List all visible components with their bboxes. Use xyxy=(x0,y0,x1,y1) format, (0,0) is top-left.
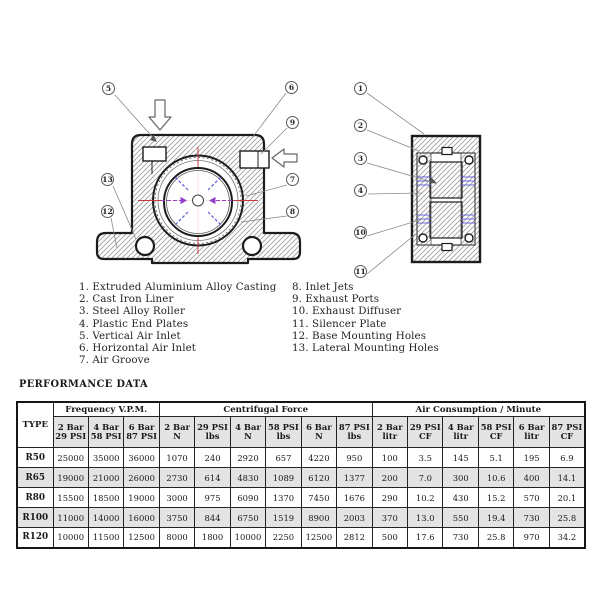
base-mounting-hole-right xyxy=(243,237,261,255)
callout-8: 8 xyxy=(286,205,299,218)
table-subheader: 4 Bar litr xyxy=(443,417,478,448)
table-cell: 10000 xyxy=(230,528,265,548)
table-cell: 6750 xyxy=(230,508,265,528)
table-subheader: 4 Bar 58 PSI xyxy=(88,417,123,448)
table-subheader: 6 Bar 87 PSI xyxy=(124,417,159,448)
table-cell: 614 xyxy=(195,468,230,488)
table-cell: 7.0 xyxy=(408,468,443,488)
table-cell: 6120 xyxy=(301,468,336,488)
table-cell: 975 xyxy=(195,488,230,508)
table-cell: 10.6 xyxy=(478,468,513,488)
table-cell: 730 xyxy=(514,508,549,528)
table-cell: 25000 xyxy=(53,448,88,468)
table-cell: 2250 xyxy=(266,528,301,548)
table-cell: 18500 xyxy=(88,488,123,508)
table-cell: 12500 xyxy=(124,528,159,548)
table-group-header: Air Consumption / Minute xyxy=(372,402,585,417)
table-cell: 34.2 xyxy=(549,528,585,548)
table-cell: 6090 xyxy=(230,488,265,508)
table-cell: 500 xyxy=(372,528,407,548)
parts-list-item: 4. Plastic End Plates xyxy=(79,317,189,330)
table-subheader: 29 PSI lbs xyxy=(195,417,230,448)
table-cell: 970 xyxy=(514,528,549,548)
table-cell: 7450 xyxy=(301,488,336,508)
table-cell: 12500 xyxy=(301,528,336,548)
callout-7: 7 xyxy=(286,173,299,186)
roller-section-lower xyxy=(430,202,462,238)
table-cell: 844 xyxy=(195,508,230,528)
table-cell: 100 xyxy=(372,448,407,468)
table-cell: 2812 xyxy=(337,528,372,548)
table-header-type: TYPE xyxy=(17,402,53,448)
table-subheader: 87 PSI CF xyxy=(549,417,585,448)
callout-6: 6 xyxy=(285,81,298,94)
table-cell: 5.1 xyxy=(478,448,513,468)
table-subheader: 2 Bar N xyxy=(159,417,194,448)
table-subheader: 58 PSI lbs xyxy=(266,417,301,448)
callout-10: 10 xyxy=(354,226,367,239)
parts-list-item: 12. Base Mounting Holes xyxy=(292,329,427,342)
table-cell: 3.5 xyxy=(408,448,443,468)
parts-list-item: 9. Exhaust Ports xyxy=(292,293,380,306)
table-cell: 430 xyxy=(443,488,478,508)
table-cell-type: R100 xyxy=(17,508,53,528)
parts-list-left xyxy=(79,281,276,366)
table-cell: 14.1 xyxy=(549,468,585,488)
table-row xyxy=(17,528,585,548)
table-subheader: 2 Bar 29 PSI xyxy=(53,417,88,448)
table-cell: 1089 xyxy=(266,468,301,488)
table-cell: 400 xyxy=(514,468,549,488)
table-row xyxy=(17,488,585,508)
table-cell: 19.4 xyxy=(478,508,513,528)
table-cell: 2730 xyxy=(159,468,194,488)
parts-list-item: 8. Inlet Jets xyxy=(292,281,354,293)
table-cell: 3750 xyxy=(159,508,194,528)
table-cell: 15.2 xyxy=(478,488,513,508)
table-subheader: 6 Bar N xyxy=(301,417,336,448)
table-cell: 240 xyxy=(195,448,230,468)
table-cell-type: R50 xyxy=(17,448,53,468)
callout-9: 9 xyxy=(286,116,299,129)
parts-list-item: 11. Silencer Plate xyxy=(292,317,387,330)
table-cell: 8900 xyxy=(301,508,336,528)
table-cell: 550 xyxy=(443,508,478,528)
front-view-diagram xyxy=(97,100,300,263)
table-cell: 16000 xyxy=(124,508,159,528)
table-cell: 1676 xyxy=(337,488,372,508)
table-cell-type: R80 xyxy=(17,488,53,508)
table-cell-type: R120 xyxy=(17,528,53,548)
callout-11: 11 xyxy=(354,265,367,278)
callout-4: 4 xyxy=(354,184,367,197)
table-cell: 19000 xyxy=(124,488,159,508)
table-cell: 35000 xyxy=(88,448,123,468)
table-cell: 657 xyxy=(266,448,301,468)
table-subheader: 2 Bar litr xyxy=(372,417,407,448)
table-cell: 370 xyxy=(372,508,407,528)
callout-5: 5 xyxy=(102,82,115,95)
table-group-header: Frequency V.P.M. xyxy=(53,402,159,417)
table-cell: 13.0 xyxy=(408,508,443,528)
end-plate-right xyxy=(461,153,475,245)
parts-list-item: 2. Cast Iron Liner xyxy=(79,293,174,306)
table-cell: 1377 xyxy=(337,468,372,488)
table-subheader: 58 PSI CF xyxy=(478,417,513,448)
table-cell: 1370 xyxy=(266,488,301,508)
table-cell: 145 xyxy=(443,448,478,468)
table-cell: 1519 xyxy=(266,508,301,528)
table-group-header: Centrifugal Force xyxy=(159,402,372,417)
callout-2: 2 xyxy=(354,119,367,132)
parts-list-item: 13. Lateral Mounting Holes xyxy=(292,342,439,355)
table-subheader: 87 PSI lbs xyxy=(337,417,372,448)
parts-list-item: 5. Vertical Air Inlet xyxy=(79,329,181,342)
table-cell: 25.8 xyxy=(478,528,513,548)
table-cell: 36000 xyxy=(124,448,159,468)
base-mounting-hole-left xyxy=(136,237,154,255)
table-cell-type: R65 xyxy=(17,468,53,488)
horizontal-air-inlet xyxy=(240,151,269,168)
table-cell: 300 xyxy=(443,468,478,488)
performance-table xyxy=(16,401,586,549)
table-subheader: 29 PSI CF xyxy=(408,417,443,448)
table-cell: 10.2 xyxy=(408,488,443,508)
table-cell: 570 xyxy=(514,488,549,508)
table-cell: 950 xyxy=(337,448,372,468)
roller-center-hole xyxy=(193,195,204,206)
parts-list-item: 1. Extruded Aluminium Alloy Casting xyxy=(79,281,277,293)
bottom-notch xyxy=(442,244,452,251)
table-cell: 15500 xyxy=(53,488,88,508)
table-cell: 10000 xyxy=(53,528,88,548)
table-cell: 1800 xyxy=(195,528,230,548)
table-cell: 2003 xyxy=(337,508,372,528)
parts-list-item: 7. Air Groove xyxy=(79,354,150,367)
table-row xyxy=(17,508,585,528)
table-cell: 2920 xyxy=(230,448,265,468)
table-cell: 730 xyxy=(443,528,478,548)
parts-list-item: 3. Steel Alloy Roller xyxy=(79,305,186,318)
callout-1: 1 xyxy=(354,82,367,95)
table-cell: 3000 xyxy=(159,488,194,508)
table-cell: 26000 xyxy=(124,468,159,488)
table-cell: 8000 xyxy=(159,528,194,548)
table-cell: 6.9 xyxy=(549,448,585,468)
parts-list-right xyxy=(292,281,439,354)
roller-section-upper xyxy=(430,162,462,198)
air-inlet-down-arrow-icon xyxy=(149,100,171,130)
table-subheader: 4 Bar N xyxy=(230,417,265,448)
table-subheader: 6 Bar litr xyxy=(514,417,549,448)
table-cell: 17.6 xyxy=(408,528,443,548)
performance-table-container xyxy=(16,401,586,549)
table-cell: 290 xyxy=(372,488,407,508)
air-inlet-left-arrow-icon xyxy=(272,149,297,167)
table-cell: 21000 xyxy=(88,468,123,488)
parts-list-item: 6. Horizontal Air Inlet xyxy=(79,342,197,355)
table-row xyxy=(17,468,585,488)
parts-list-item: 10. Exhaust Diffuser xyxy=(292,305,402,318)
callout-3: 3 xyxy=(354,152,367,165)
table-row xyxy=(17,448,585,468)
table-cell: 4830 xyxy=(230,468,265,488)
table-cell: 11000 xyxy=(53,508,88,528)
table-cell: 1070 xyxy=(159,448,194,468)
callout-13: 13 xyxy=(101,173,114,186)
end-plate-left xyxy=(417,153,431,245)
section-view-diagram xyxy=(412,136,480,262)
table-cell: 25.8 xyxy=(549,508,585,528)
table-cell: 19000 xyxy=(53,468,88,488)
table-cell: 20.1 xyxy=(549,488,585,508)
table-cell: 195 xyxy=(514,448,549,468)
table-cell: 14000 xyxy=(88,508,123,528)
table-cell: 11500 xyxy=(88,528,123,548)
table-cell: 4220 xyxy=(301,448,336,468)
performance-data-heading: PERFORMANCE DATA xyxy=(19,379,148,390)
callout-12: 12 xyxy=(101,205,114,218)
top-notch xyxy=(442,148,452,155)
table-cell: 200 xyxy=(372,468,407,488)
